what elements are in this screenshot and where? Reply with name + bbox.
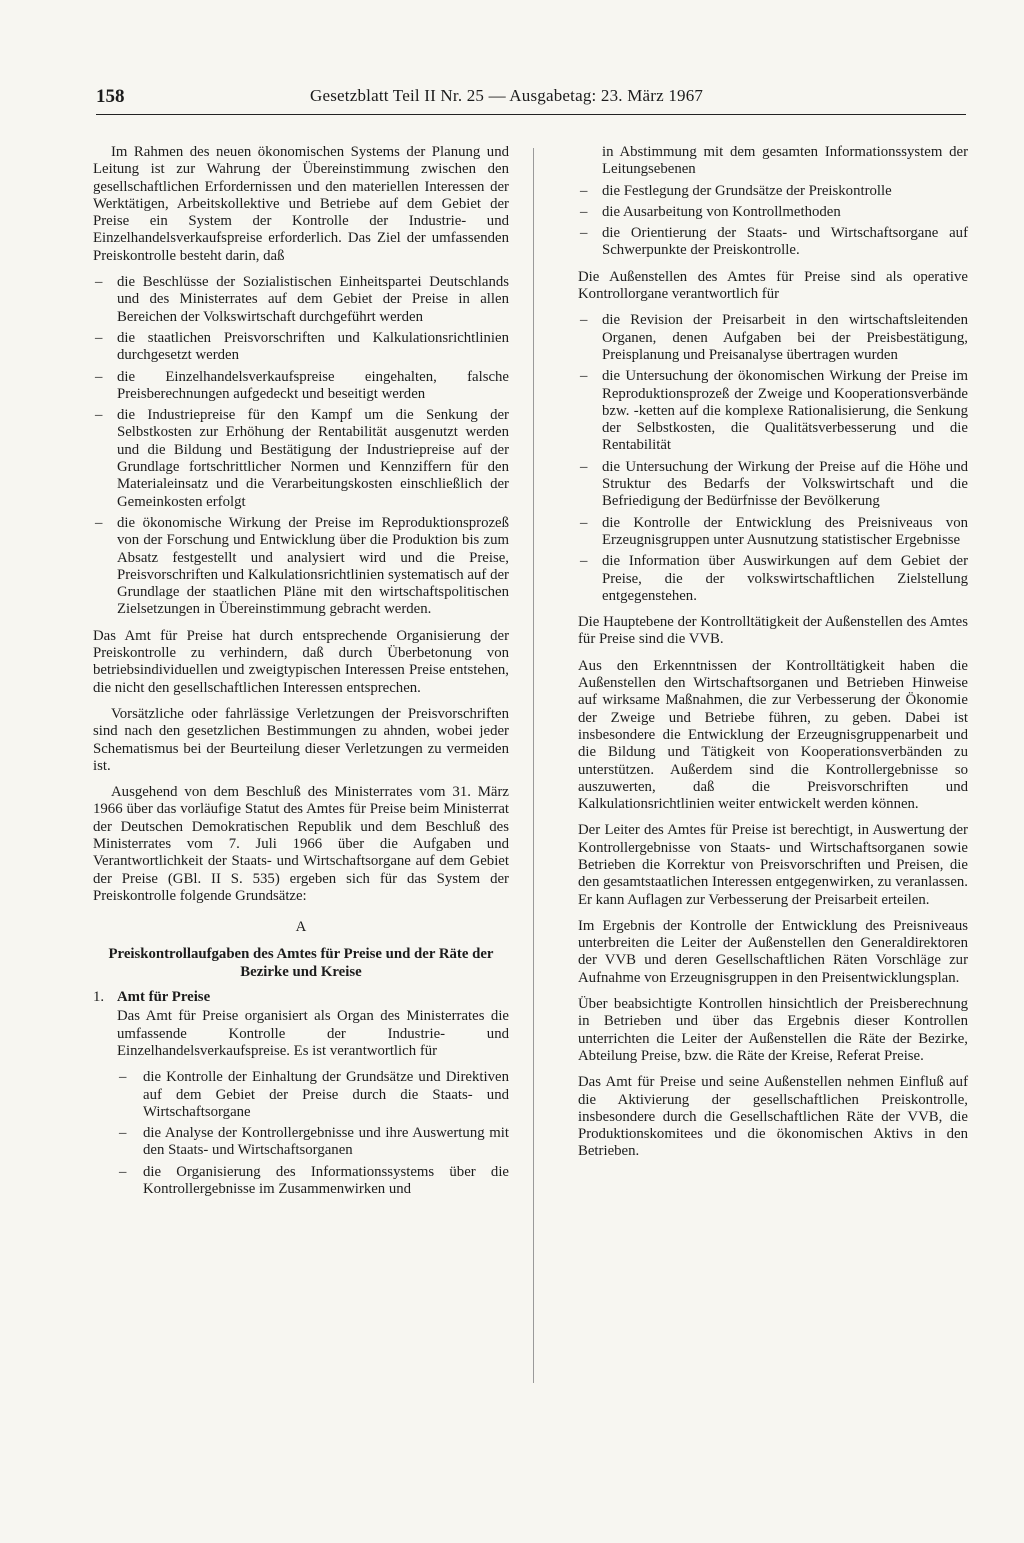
- paragraph-amt: Das Amt für Preise hat durch entsprechende Organisierung der Preiskontrolle zu verhindern, daß durch Überbetonung von betriebsindividuellen und zweigtypischen Interessen Preise entstehen, die nicht den gesellschaftlichen Interessen entsprechen.: [93, 627, 509, 696]
- list-item: – die Festlegung der Grundsätze der Preiskontrolle: [578, 183, 968, 200]
- paragraph-erkenntnisse: Aus den Erkenntnissen der Kontrolltätigkeit haben die Außenstellen den Wirtschaftsorganen und Betrieben Hinweise auf wirksame Maßnahmen, die zur Verbesserung der Ökonomie der Zweige und Betriebe führen, zu geben. Dabei ist insbesondere die Entwicklung der Erzeugnisgruppenarbeit und die Bildung und Tätigkeit von Kooperationsverbänden zu unterstützen. Außerdem sind die Kontrollergebnisse so auszuwerten, daß die Preisvorschriften und Kalkulationsrichtlinien weiter entwickelt werden können.: [578, 657, 968, 813]
- list-item: – die Orientierung der Staats- und Wirtschaftsorgane auf Schwerpunkte der Preiskontrolle.: [578, 225, 968, 260]
- left-column: [93, 144, 509, 1207]
- paragraph-leiter: Der Leiter des Amtes für Preise ist berechtigt, in Auswertung der Kontrollergebnisse von Staats- und Wirtschaftsorganen sowie Betrieben die Korrektur von Preisvorschriften und Preisen, die den gesamtstaatlichen Interessen entgegenwirken, zu veranlassen. Er kann Auflagen zur Verbesserung der Preisarbeit erteilen.: [578, 822, 968, 908]
- column-divider: [533, 148, 534, 1383]
- list-item: – die Organisierung des Informationssystems über die Kontrollergebnisse im Zusammenwirken und: [117, 1164, 509, 1199]
- intro-paragraph: Im Rahmen des neuen ökonomischen Systems der Planung und Leitung ist zur Wahrung der Übereinstimmung zwischen den gesellschaftlichen Erfordernissen und den materiellen Interessen der Werktätigen, Arbeitskollektive und Betriebe auf dem Gebiet der Preise ein System der Kontrolle der Industrie- und Einzelhandelsverkaufspreise erforderlich. Das Ziel der umfassenden Preiskontrolle besteht darin, daß: [93, 144, 509, 264]
- list-item: – die Beschlüsse der Sozialistischen Einheitspartei Deutschlands und des Ministerrates auf dem Gebiet der Preise in allen Bereichen der Volkswirtschaft durchgeführt werden: [93, 274, 509, 326]
- page-number: 158: [96, 86, 125, 107]
- paragraph-einfluss: Das Amt für Preise und seine Außenstellen nehmen Einfluß auf die Aktivierung der gesellschaftlichen Preiskontrolle, insbesondere durch die Gesellschaftlichen Räte der VVB, die Produktionskomitees und die ökonomischen Aktivs in den Betrieben.: [578, 1074, 968, 1160]
- continuation-text: in Abstimmung mit dem gesamten Informationssystem der Leitungsebenen: [602, 144, 968, 178]
- list-item: – die Einzelhandelsverkaufspreise eingehalten, falsche Preisberechnungen aufgedeckt und beseitigt werden: [93, 369, 509, 404]
- list-item: – die Untersuchung der Wirkung der Preise auf die Höhe und Struktur des Bedarfs der Volkswirtschaft und die Befriedigung der Bedürfnisse der Bevölkerung: [578, 459, 968, 511]
- list-item: – die ökonomische Wirkung der Preise im Reproduktionsprozeß von der Forschung und Entwicklung über die Produktion bis zum Absatz festgestellt und analysiert wird und die Preise, Preisvorschriften und Kalkulationsrichtlinien systematisch auf der Grundlage der staatlichen Pläne mit den wirtschaftspolitischen Zielsetzungen in Übereinstimmung gebracht werden.: [93, 515, 509, 619]
- subsection-number: 1.: [93, 989, 105, 1006]
- list-item: – die Revision der Preisarbeit in den wirtschaftsleitenden Organen, denen Aufgaben bei der Preisbestätigung, Preisplanung und Preisanalyse übertragen wurden: [578, 312, 968, 364]
- subsection-text: Das Amt für Preise organisiert als Organ des Ministerrates die umfassende Kontrolle der Industrie- und Einzelhandelsverkaufspreise. Es ist verantwortlich für: [117, 1008, 509, 1059]
- subsection-heading: [93, 989, 509, 1006]
- list-item: – die Analyse der Kontrollergebnisse und ihre Auswertung mit den Staats- und Wirtschaftsorganen: [117, 1125, 509, 1160]
- page-header: [96, 86, 966, 115]
- right-column: [578, 144, 968, 1170]
- list-item: – die Kontrolle der Entwicklung des Preisniveaus von Erzeugnisgruppen unter Ausnutzung statistischer Ergebnisse: [578, 515, 968, 550]
- list-item: – die Untersuchung der ökonomischen Wirkung der Preise im Reproduktionsprozeß der Zweige und Kooperationsverbände bzw. -ketten auf die komplexe Rationalisierung, die Senkung der Selbstkosten, die Qualitätsverbesserung und die Rentabilität: [578, 368, 968, 454]
- header-title: Gesetzblatt Teil II Nr. 25 — Ausgabetag: 23. März 1967: [310, 86, 704, 105]
- paragraph-hauptebene: Die Hauptebene der Kontrolltätigkeit der Außenstellen des Amtes für Preise sind die VVB.: [578, 614, 968, 648]
- responsibility-list: [117, 1069, 509, 1198]
- list-item: – die Industriepreise für den Kampf um die Senkung der Selbstkosten zur Erhöhung der Rentabilität ausgenutzt werden und die Bildung und Bestätigung der Industriepreise auf der Grundlage fortschrittlicher Normen und Kennziffern für den Materialeinsatz und die Verarbeitungskosten einschließlich der Gemeinkosten erfolgt: [93, 407, 509, 511]
- paragraph-ausgehend: Ausgehend von dem Beschluß des Ministerrates vom 31. März 1966 über das vorläufige Statut des Amtes für Preise beim Ministerrat der Deutschen Demokratischen Republik und dem Beschluß des Ministerrates vom 7. Juli 1966 über die Aufgaben und Verantwortlichkeit der Staats- und Wirtschaftsorgane auf dem Gebiet der Preise (GBl. II S. 535) ergeben sich für das System der Preiskontrolle folgende Grundsätze:: [93, 784, 509, 904]
- subsection-body: [93, 1008, 509, 1198]
- paragraph-ueber: Über beabsichtigte Kontrollen hinsichtlich der Preisberechnung in Betrieben und über das Ergebnis dieser Kontrollen unterrichten die Leiter der Außenstellen die Räte der Bezirke, Abteilung Preise, bzw. die Räte der Kreise, Referat Preise.: [578, 996, 968, 1064]
- paragraph-ergebnis: Im Ergebnis der Kontrolle der Entwicklung des Preisniveaus unterbreiten die Leiter der Außenstellen den Generaldirektoren der VVB und deren Gesellschaftlichen Räten Vorschläge zur Aufnahme von Erzeugnisgruppen in den Preisentwicklungsplan.: [578, 917, 968, 986]
- list-item: – die Kontrolle der Einhaltung der Grundsätze und Direktiven auf dem Gebiet der Preise durch die Staats- und Wirtschaftsorgane: [117, 1069, 509, 1121]
- section-letter: A: [295, 919, 307, 936]
- list-item: – die staatlichen Preisvorschriften und Kalkulationsrichtlinien durchgesetzt werden: [93, 330, 509, 365]
- responsibility-list-continued: [578, 183, 968, 260]
- paragraph-aussenstellen: Die Außenstellen des Amtes für Preise sind als operative Kontrollorgane verantwortlich für: [578, 268, 968, 303]
- goals-list: [93, 274, 509, 619]
- paragraph-verletzungen: Vorsätzliche oder fahrlässige Verletzungen der Preisvorschriften sind nach den gesetzlichen Bestimmungen zu ahnden, wobei jeder Schematismus bei der Beurteilung dieser Verletzungen zu vermeiden ist.: [93, 705, 509, 774]
- list-item: – die Information über Auswirkungen auf dem Gebiet der Preise, die der volkswirtschaftlichen Zielstellung entgegenstehen.: [578, 553, 968, 605]
- section-title: Preiskontrollaufgaben des Amtes für Preise und der Räte der Bezirke und Kreise: [108, 946, 494, 980]
- aussenstellen-list: [578, 312, 968, 605]
- list-item: – die Ausarbeitung von Kontrollmethoden: [578, 204, 968, 221]
- subsection-title: Amt für Preise: [117, 989, 211, 1006]
